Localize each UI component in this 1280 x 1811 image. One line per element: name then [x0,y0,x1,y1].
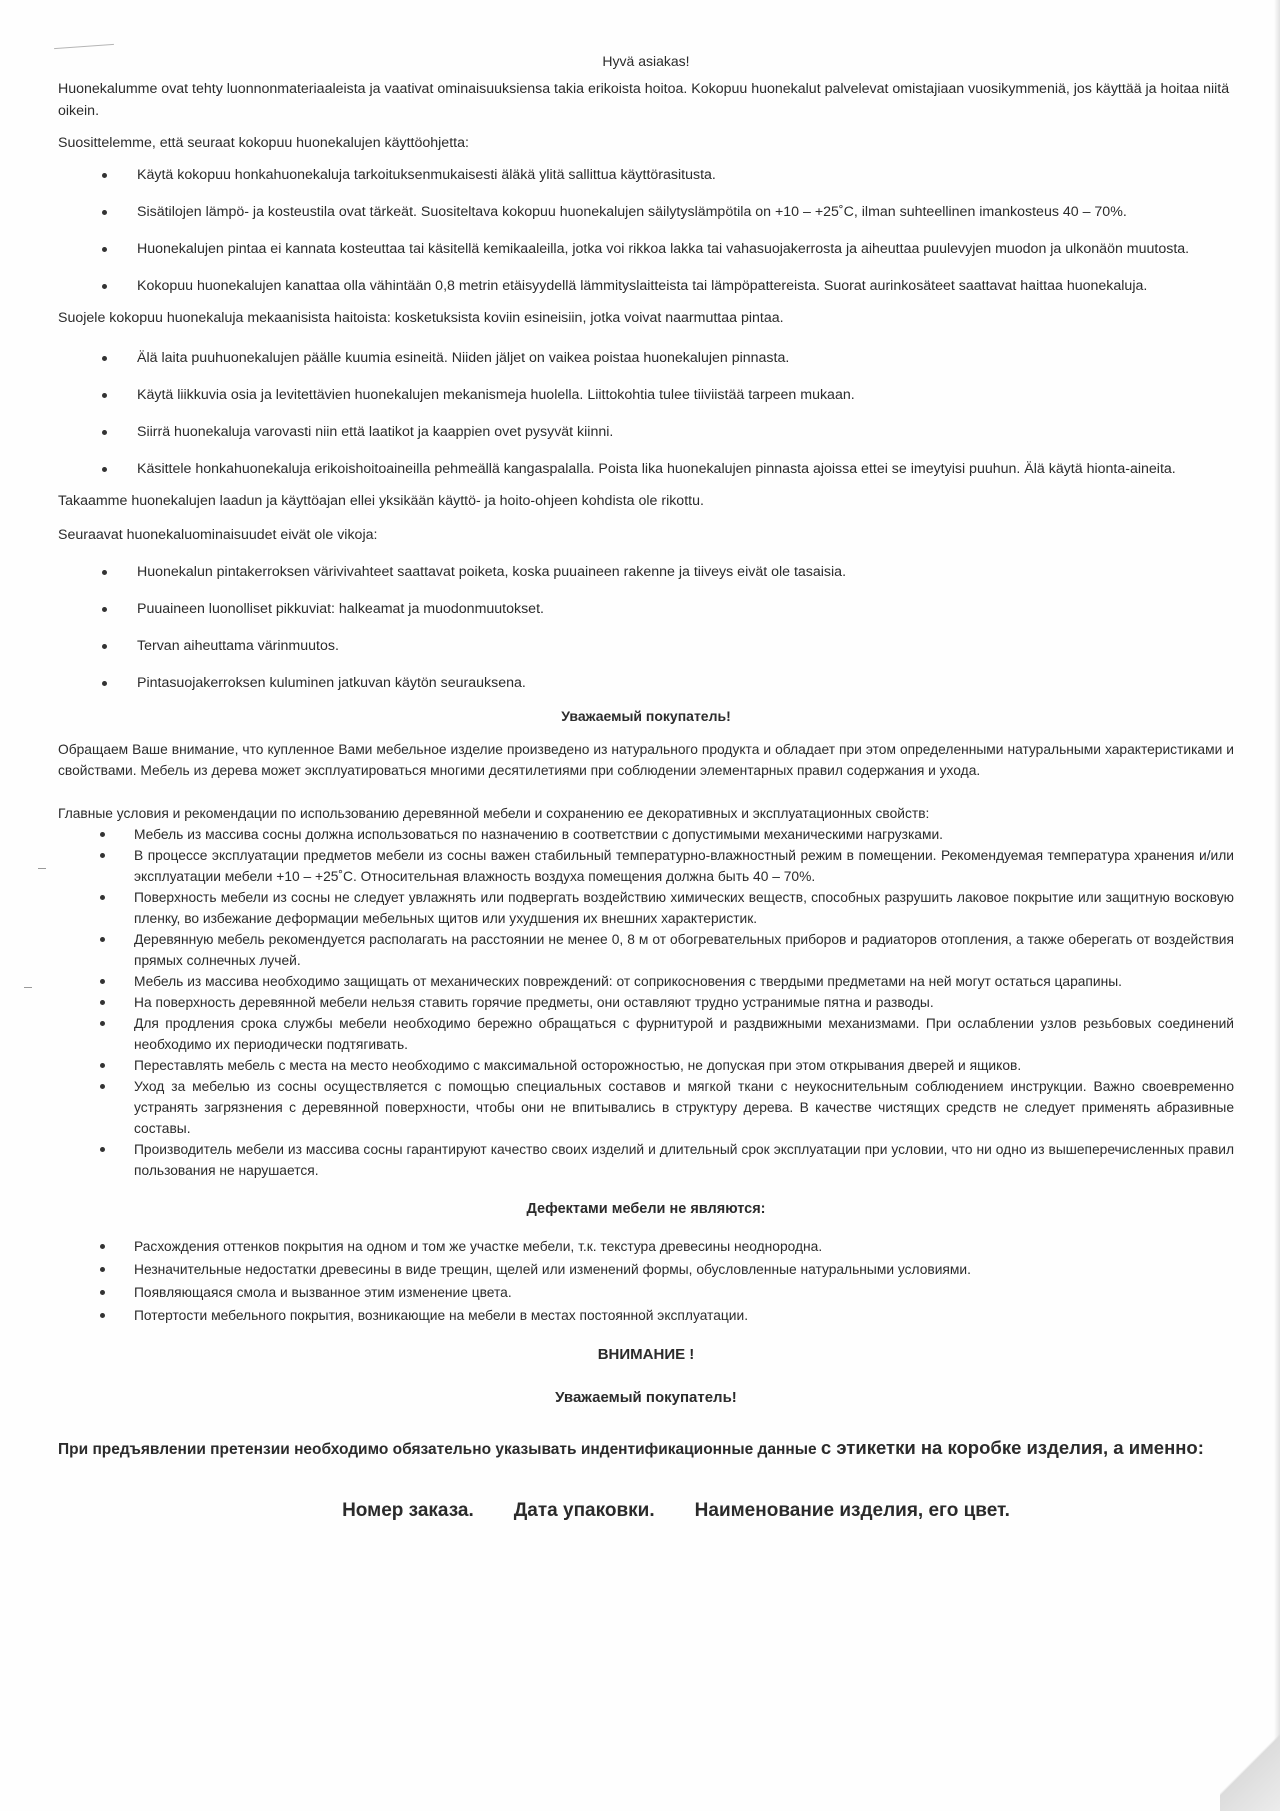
list-item-text: Huonekalujen pintaa ei kannata kosteuttaa tai käsitellä kemikaaleilla, jotka voi rikkoa lakka tai vahasuojakerrosta ja aiheuttaa puulevyjen muodon ja ulkonäön muutosta. [137,241,1190,257]
russian-greeting-2: Уважаемый покупатель! [555,1389,737,1406]
claims-text-part3: , а именно: [1103,1437,1204,1458]
finnish-recommend-heading: Suosittelemme, että seuraat kokopuu huonekalujen käyttöohjetta: [58,135,469,151]
list-item-text: На поверхность деревянной мебели нельзя ставить горячие предметы, они оставляют трудно устранимые пятна и разводы. [134,995,934,1010]
list-item-text: Sisätilojen lämpö- ja kosteustila ovat tärkeät. Suositeltava kokopuu huonekalujen säilytyslämpötila on +10 – +25˚C, ilman suhteellinen imankosteus 40 – 70%. [137,204,1127,220]
list-item-text: Для продления срока службы мебели необходимо бережно обращаться с фурнитурой и раздвижными механизмами. При ослаблении узлов резьбовых соединений необходимо их периодически подтягивать. [134,1016,1234,1052]
list-item [58,1139,1234,1181]
list-item-text: Pintasuojakerroksen kuluminen jatkuvan käytön seurauksena. [137,675,526,691]
scan-mark [54,44,114,49]
finnish-protect-heading: Suojele kokopuu huonekaluja mekaanisista haitoista: kosketuksista koviin esineisiin, jotka voivat naarmuttaa pintaa. [58,310,784,326]
list-item [58,598,1234,620]
russian-conditions-list [58,824,1234,1181]
finnish-greeting: Hyvä asiakas! [602,53,690,69]
list-item [58,275,1234,297]
list-item-text: Мебель из массива необходимо защищать от механических повреждений: от соприкосновения с твердыми предметами на ней могут остаться царапины. [134,974,1122,989]
list-item-text: Puuaineen luonolliset pikkuviat: halkeamat ja muodonmuutokset. [137,601,544,617]
list-item-text: Производитель мебели из массива сосны гарантируют качество своих изделий и длительный срок эксплуатации при условии, что ни одно из вышеперечисленных правил пользования не нарушается. [134,1142,1234,1178]
list-item-text: Переставлять мебель с места на место необходимо с максимальной осторожностью, не допуская при этом открывания дверей и ящиков. [134,1058,1022,1073]
list-item [58,458,1234,480]
required-fields-line [58,1500,1234,1522]
russian-intro: Обращаем Ваше внимание, что купленное Вами мебельное изделие произведено из натурального продукта и обладает при этом определенными натуральными характеристиками и свойствами. Мебель из дерева может эксплуатироваться многими десятилетиями при соблюдении элементарных правил содержания и ухода. [58,742,1234,778]
list-item-text: Мебель из массива сосны должна использоваться по назначению в соответствии с допустимыми механическими нагрузками. [134,827,943,842]
list-item-text: В процессе эксплуатации предметов мебели из сосны важен стабильный температурно-влажностный режим в помещении. Рекомендуемая температура хранения и/или эксплуатации мебели +10 – +25˚C. Относительная влажность воздуха помещения должна быть 40 – 70%. [134,848,1234,884]
finnish-not-defects-heading: Seuraavat huonekaluominaisuudet eivät ole vikoja: [58,527,378,543]
list-item [58,1305,1234,1326]
finnish-guarantee: Takaamme huonekalujen laadun ja käyttöajan ellei yksikään käyttö- ja hoito-ohjeen kohdista ole rikottu. [58,493,704,509]
list-item [58,887,1234,929]
list-item-text: Потертости мебельного покрытия, возникающие на мебели в местах постоянной эксплуатации. [134,1308,749,1323]
list-item-text: Kokopuu huonekalujen kanattaa olla vähintään 0,8 metrin etäisyydellä lämmityslaitteista tai lämpöpattereista. Suorat aurinkosäteet saattavat haittaa huonekaluja. [137,278,1148,294]
list-item [58,1282,1234,1303]
list-item [58,635,1234,657]
russian-defects-heading: Дефектами мебели не являются: [526,1201,766,1217]
list-item-text: Расхождения оттенков покрытия на одном и том же участке мебели, т.к. текстура древесины неоднородна. [134,1239,823,1254]
finnish-not-defects-list [58,561,1234,694]
list-item [58,384,1234,406]
scan-mark [24,987,32,988]
scan-edge-shadow [1274,0,1280,1811]
list-item [58,672,1234,694]
product-name-color-label: Наименование изделия, его цвет. [694,1500,1010,1521]
list-item-text: Käytä kokopuu honkahuonekaluja tarkoituksenmukaisesti äläkä ylitä sallittua käyttörasitusta. [137,167,716,183]
list-item [58,1259,1234,1280]
claims-text-part2: с этикетки на коробке изделия [820,1437,1104,1458]
list-item-text: Siirrä huonekaluja varovasti niin että laatikot ja kaappien ovet pysyvät kiinni. [137,424,614,440]
order-number-label: Номер заказа. [342,1500,474,1521]
list-item [58,1236,1234,1257]
scan-mark [38,868,46,869]
list-item [58,1013,1234,1055]
list-item [58,201,1234,223]
list-item-text: Älä laita puuhuonekalujen päälle kuumia esineitä. Niiden jäljet on vaikea poistaa huonekalujen pinnasta. [137,350,790,366]
list-item-text: Появляющаяся смола и вызванное этим изменение цвета. [134,1285,512,1300]
list-item [58,1055,1234,1076]
list-item [58,347,1234,369]
list-item [58,164,1234,186]
claims-text-part1: При предъявлении претензии необходимо обязательно указывать индентификационные данные [58,1441,821,1458]
russian-section [58,706,1234,1408]
list-item-text: Tervan aiheuttama värinmuutos. [137,638,339,654]
russian-conditions-heading: Главные условия и рекомендации по использованию деревянной мебели и сохранению ее декоративных и эксплуатационных свойств: [58,806,930,821]
list-item-text: Поверхность мебели из сосны не следует увлажнять или подвергать воздействию химических веществ, способных разрушить лаковое покрытие или защитную восковую пленку, во избежание деформации мебельных щитов или ухудшения их внешних характеристик. [134,890,1234,926]
list-item-text: Деревянную мебель рекомендуется располагать на расстоянии не менее 0, 8 м от обогревательных приборов и радиаторов отопления, а также оберегать от воздействия прямых солнечных лучей. [134,932,1234,968]
finnish-section [58,50,1234,694]
list-item [58,561,1234,583]
russian-defects-list [58,1236,1234,1326]
packing-date-label: Дата упаковки. [513,1500,655,1521]
list-item [58,929,1234,971]
list-item [58,238,1234,260]
list-item [58,845,1234,887]
list-item [58,421,1234,443]
finnish-recommend-list [58,164,1234,297]
list-item [58,992,1234,1013]
russian-greeting: Уважаемый покупатель! [561,708,731,724]
list-item-text: Käsittele honkahuonekaluja erikoishoitoaineilla pehmeällä kangaspalalla. Poista lika huonekalujen pinnasta ajoissa ettei se imeytyisi puuhun. Älä käytä hionta-aineita. [137,461,1176,477]
list-item-text: Huonekalun pintakerroksen värivivahteet saattavat poiketa, koska puuaineen rakenne ja tiiveys eivät ole tasaisia. [137,564,847,580]
list-item [58,1076,1234,1139]
list-item-text: Käytä liikkuvia osia ja levitettävien huonekalujen mekanismeja huolella. Liittokohtia tulee tiiviistää tarpeen mukaan. [137,387,855,403]
attention-heading: ВНИМАНИЕ ! [597,1346,695,1363]
list-item-text: Уход за мебелью из сосны осуществляется с помощью специальных составов и мягкой ткани с неукоснительным соблюдением инструкции. Важно своевременно устранять загрязнения с деревянной поверхности, чтобы они не впитывались в структуру дерева. В качестве чистящих средств не следует применять абразивные составы. [134,1079,1234,1136]
scan-folded-corner [1220,1721,1280,1811]
claims-instruction [58,1434,1234,1464]
list-item [58,824,1234,845]
list-item-text: Незначительные недостатки древесины в виде трещин, щелей или изменений формы, обусловленные натуральными условиями. [134,1262,971,1277]
list-item [58,971,1234,992]
finnish-protect-list [58,347,1234,480]
finnish-intro: Huonekalumme ovat tehty luonnonmateriaaleista ja vaativat ominaisuuksiensa takia erikoista hoitoa. Kokopuu huonekalut palvelevat omistajiaan vuosikymmeniä, jos käyttää ja hoitaa niitä oikein. [58,81,1230,119]
